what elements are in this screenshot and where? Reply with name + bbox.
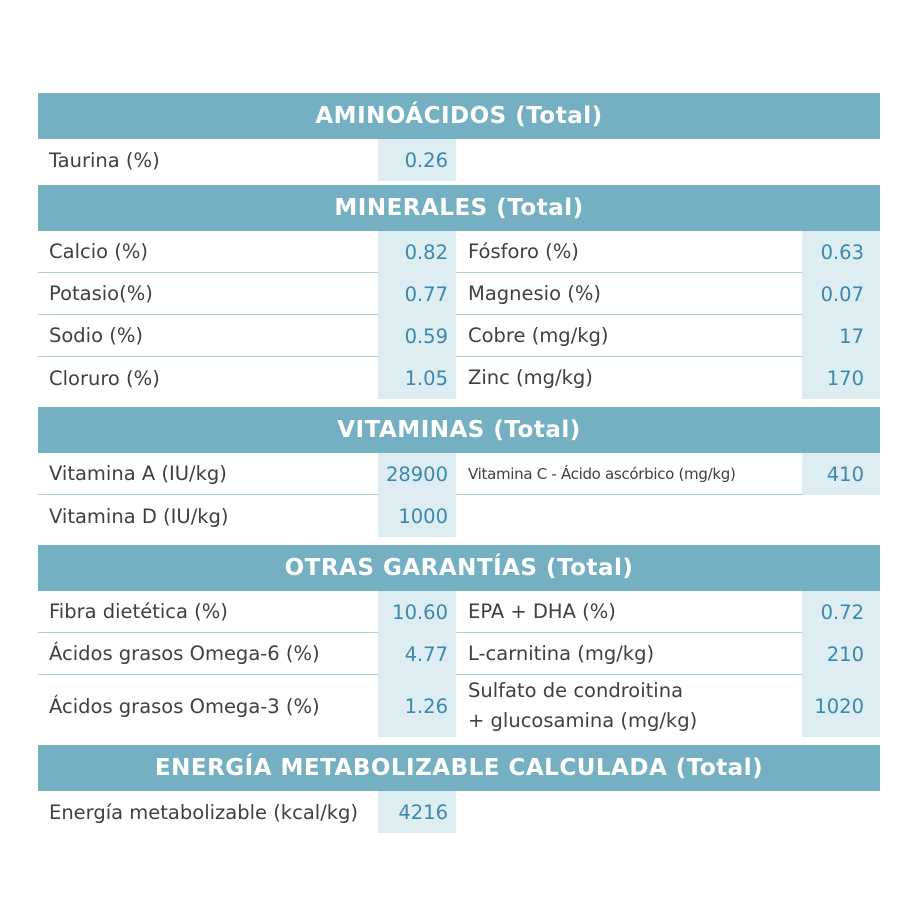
table-row	[38, 273, 880, 315]
section-header-otras-garantias: OTRAS GARANTÍAS (Total)	[38, 545, 880, 591]
row-label: Ácidos grasos Omega-6 (%)	[38, 633, 378, 675]
table-row	[38, 231, 880, 273]
row-label: Ácidos grasos Omega-3 (%)	[49, 694, 320, 718]
row-label: Fibra dietética (%)	[38, 591, 378, 633]
row-label-right: L-carnitina (mg/kg)	[456, 633, 802, 675]
section-header-minerales: MINERALES (Total)	[38, 185, 880, 231]
row-label: Taurina (%)	[49, 148, 160, 172]
empty-cell	[456, 791, 802, 833]
row-value-right: 0.07	[802, 273, 880, 315]
row-value-right: 410	[802, 453, 880, 495]
nutrition-table	[38, 93, 880, 833]
row-label: Energía metabolizable (kcal/kg)	[49, 800, 359, 824]
empty-cell	[456, 495, 802, 537]
row-value: 1.05	[378, 357, 456, 399]
row-label-right: Zinc (mg/kg)	[468, 366, 593, 389]
row-label-right: EPA + DHA (%)	[456, 591, 802, 633]
row-value: 1.26	[378, 675, 456, 737]
section-header-vitaminas: VITAMINAS (Total)	[38, 407, 880, 453]
row-value-right: 1020	[802, 675, 880, 737]
table-row	[38, 453, 880, 495]
table-row	[38, 633, 880, 675]
row-label: Vitamina A (IU/kg)	[38, 453, 378, 495]
row-value: 0.82	[378, 231, 456, 273]
row-label: Sodio (%)	[38, 315, 378, 357]
table-row	[38, 591, 880, 633]
empty-cell	[456, 139, 802, 181]
section-header-energia: ENERGÍA METABOLIZABLE CALCULADA (Total)	[38, 745, 880, 791]
row-label: Vitamina D (IU/kg)	[49, 504, 229, 528]
row-value-right: 0.72	[802, 591, 880, 633]
row-label: Potasio(%)	[38, 273, 378, 315]
table-row	[38, 357, 880, 399]
row-label-right	[456, 675, 802, 737]
row-label-right-line2: + glucosamina (mg/kg)	[468, 709, 698, 732]
row-value: 1000	[378, 495, 456, 537]
row-value: 10.60	[378, 591, 456, 633]
row-value-right: 170	[802, 357, 880, 399]
row-value: 28900	[378, 453, 456, 495]
row-value: 4.77	[378, 633, 456, 675]
section-header-aminoacidos: AMINOÁCIDOS (Total)	[38, 93, 880, 139]
row-value: 0.59	[378, 315, 456, 357]
row-label-right: Fósforo (%)	[456, 231, 802, 273]
table-row	[38, 139, 880, 181]
row-label-right: Cobre (mg/kg)	[456, 315, 802, 357]
row-label-right: Vitamina C - Ácido ascórbico (mg/kg)	[456, 453, 802, 495]
table-row	[38, 791, 880, 833]
table-row	[38, 675, 880, 737]
row-value-right: 210	[802, 633, 880, 675]
row-value: 4216	[378, 791, 456, 833]
table-row	[38, 495, 880, 537]
row-value: 0.77	[378, 273, 456, 315]
row-value-right: 17	[802, 315, 880, 357]
row-value: 0.26	[378, 139, 456, 181]
row-label: Calcio (%)	[38, 231, 378, 273]
row-label: Cloruro (%)	[49, 366, 160, 390]
table-row	[38, 315, 880, 357]
row-value-right: 0.63	[802, 231, 880, 273]
row-label-right-line1: Sulfato de condroitina	[468, 679, 684, 702]
row-label-right: Magnesio (%)	[456, 273, 802, 315]
